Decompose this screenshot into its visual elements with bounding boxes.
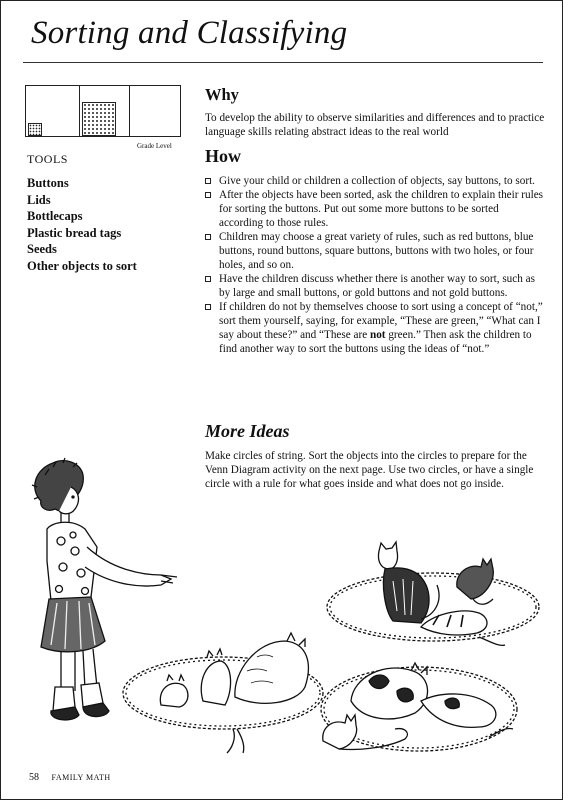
checkbox-bullet-icon [205,304,211,310]
how-step-text-end: green.” Then ask the children to find another way to sort the buttons using the ideas of “not.” [219,329,532,355]
why-text: To develop the ability to observe similarities and differences and to practice language skills relating abstract ideas to the real world [205,112,545,138]
checkbox-bullet-icon [205,178,211,184]
how-step-text: Children may choose a great variety of rules, such as red buttons, blue buttons, round buttons, square buttons, buttons with two holes, or four holes, and so on. [219,231,534,271]
more-ideas-text: Make circles of string. Sort the objects into the circles to prepare for the Venn Diagram activity on the next page. Use two circles, or have a single circle with a rule for what goes inside and what does not go inside. [205,450,534,490]
tool-item: Other objects to sort [27,258,137,273]
grade-marker-large [82,102,116,136]
grade-divider [79,86,80,136]
grade-level-indicator [25,85,181,137]
how-list [205,174,545,356]
how-step-emphasis: not [369,329,386,341]
illustration-child-sorting-cats [1,441,563,771]
grade-level-label: Grade Level [137,142,172,150]
tool-item: Buttons [27,176,69,190]
grade-divider [129,86,130,136]
title-divider [23,62,543,63]
how-step [205,174,545,188]
how-step-text: After the objects have been sorted, ask the children to explain their rules for sorting the buttons. Put out some more buttons to be sorted according to those rules. [219,189,544,229]
tools-heading: TOOLS [27,152,68,166]
tools-list [27,175,137,274]
page-title: Sorting and Classifying [31,15,348,51]
checkbox-bullet-icon [205,192,211,198]
checkbox-bullet-icon [205,276,211,282]
cats-left-circle [160,633,308,707]
page-footer [29,772,111,783]
tool-item: Lids [27,192,51,207]
how-step [205,230,545,272]
page-number: 58 [29,772,39,783]
girl-drawing [32,458,177,720]
how-step [205,272,545,300]
tool-item: Bottlecaps [27,209,83,223]
checkbox-bullet-icon [205,234,211,240]
grade-marker-small [28,123,42,136]
tool-item: Seeds [27,242,57,256]
why-heading: Why [205,85,239,104]
book-title: FAMILY MATH [51,773,111,782]
cats-upper-right-circle [378,542,493,635]
tool-item: Plastic bread tags [27,225,122,240]
how-step-text-start: If children do not by themselves choose to sort using a concept of “not,” sort them yourself, saying, for example, “These are green,” “What can I say about these?” and “These are [219,301,543,341]
how-step-text: Have the children discuss whether there is another way to sort, such as by large and small buttons, or gold buttons and not gold buttons. [219,273,535,299]
how-step [205,300,545,356]
more-ideas-heading: More Ideas [205,421,290,441]
how-step-text: Give your child or children a collection of objects, say buttons, to sort. [219,175,535,187]
how-step [205,188,545,230]
how-heading: How [205,146,241,166]
